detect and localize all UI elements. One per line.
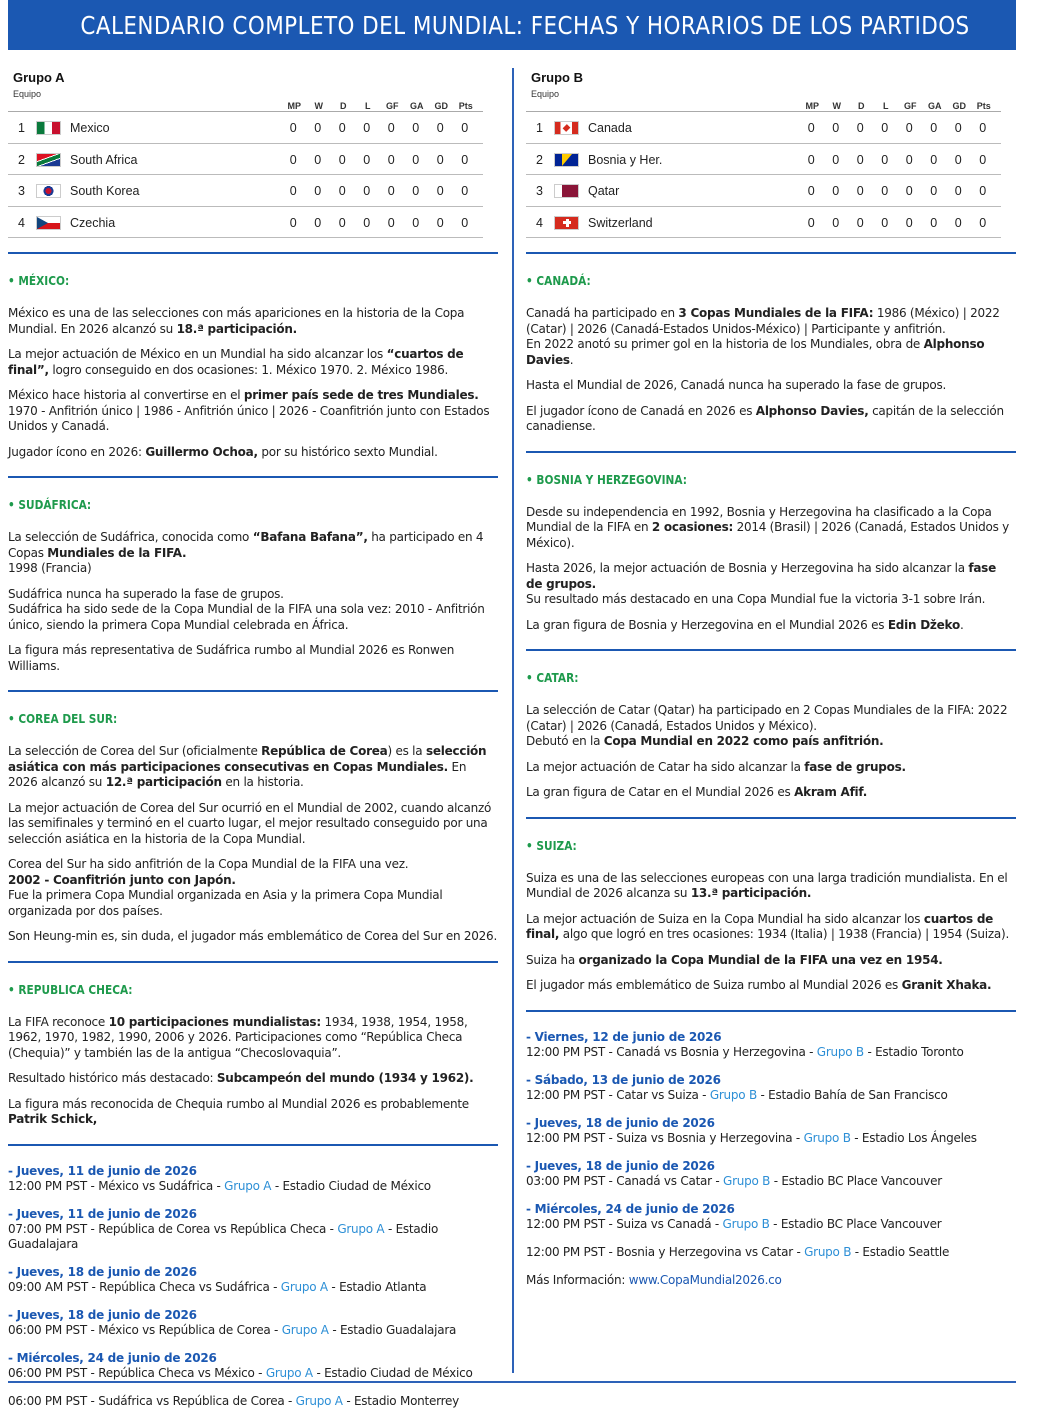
divider [526, 451, 1016, 453]
section-paragraph: La selección de Corea del Sur (oficialmente República de Corea) es la selección asiática con más participaciones consecutivas en Copas Mundiales. En 2026 alcanzó su 12.ª participación en la historia. [8, 744, 487, 789]
flag-ca-icon [554, 121, 579, 135]
team-position: 2 [536, 152, 543, 167]
stat-header: L [883, 101, 889, 111]
country-section [8, 983, 498, 1128]
match-venue: - Estadio Monterrey [342, 1393, 459, 1408]
team-position: 3 [536, 184, 543, 198]
team-name: Mexico [70, 121, 110, 135]
flag-ch-icon [554, 216, 579, 230]
section-paragraph: Suiza es una de las selecciones europeas con una larga tradición mundialista. En el Mundial de 2026 alcanza su 13.ª participación. [526, 870, 1008, 900]
section-paragraph: La figura más reconocida de Chequia rumbo al Mundial 2026 es probablemente Patrik Schick, [8, 1096, 469, 1126]
match-venue: - Estadio Guadalajara [328, 1322, 457, 1337]
team-stats [799, 216, 995, 230]
team-position: 2 [18, 152, 25, 167]
stat-value: 0 [832, 184, 840, 198]
section-paragraph: La FIFA reconoce 10 participaciones mundialistas: 1934, 1938, 1954, 1958, 1962, 1970, 1982, 1990, 2006 y 2026. Participaciones como “República Checa (Chequia)” y también las de la antigua “Checoslovaquia”. [8, 1014, 468, 1060]
match-date: - Jueves, 18 de junio de 2026 [8, 1264, 197, 1279]
stat-value: 0 [289, 184, 297, 198]
section-paragraph: Jugador ícono en 2026: Guillermo Ochoa, por su histórico sexto Mundial. [8, 444, 438, 459]
section-paragraph: Hasta el Mundial de 2026, Canadá nunca ha superado la fase de grupos. [526, 378, 947, 392]
table-row[interactable] [526, 175, 1001, 207]
stat-value: 0 [954, 152, 962, 167]
stat-value: 0 [338, 152, 346, 167]
country-section [526, 671, 1016, 801]
page-title-banner [8, 0, 1016, 50]
standings-table [526, 111, 1001, 238]
table-row[interactable] [8, 175, 483, 207]
right-schedule [526, 1030, 1016, 1288]
match-venue: - Estadio Guadalajara [8, 1221, 439, 1251]
match-item [526, 1159, 1016, 1189]
match-time-teams: 07:00 PM PST - República de Corea vs República Checa - [8, 1221, 338, 1236]
country-section [8, 274, 498, 460]
section-title: • COREA DEL SUR: [8, 712, 118, 726]
stat-value: 0 [856, 121, 864, 135]
stat-value: 0 [338, 215, 346, 230]
stat-value: 0 [881, 184, 889, 198]
match-date: - Miércoles, 24 de junio de 2026 [526, 1201, 735, 1216]
match-group-link[interactable]: Grupo A [224, 1178, 272, 1193]
stat-value: 0 [979, 152, 987, 167]
match-line [8, 1280, 498, 1295]
team-name: Bosnia y Her. [588, 152, 663, 167]
stat-header: GA [928, 101, 942, 111]
match-group-link[interactable]: Grupo A [281, 1322, 329, 1337]
divider [8, 1144, 498, 1146]
match-time-teams: 12:00 PM PST - Canadá vs Bosnia y Herzegovina - [526, 1044, 817, 1059]
group-name: Grupo A [13, 70, 65, 85]
section-paragraph: La gran figura de Catar en el Mundial 2026 es Akram Afif. [526, 785, 868, 799]
stat-value: 0 [289, 121, 297, 135]
stat-value: 0 [387, 152, 395, 167]
stat-value: 0 [412, 184, 420, 198]
divider [526, 817, 1016, 819]
match-time-teams: 12:00 PM PST - Bosnia y Herzegovina vs Catar - [526, 1244, 805, 1259]
divider [8, 690, 498, 692]
stat-header: GF [386, 101, 399, 111]
equipo-label: Equipo [531, 89, 560, 99]
stat-value: 0 [436, 184, 444, 198]
stat-value: 0 [807, 215, 815, 230]
team-stats [281, 216, 477, 230]
stat-value: 0 [930, 152, 938, 167]
stat-value: 0 [363, 184, 371, 198]
section-paragraph: La selección de Sudáfrica, conocida como “Bafana Bafana”, ha participado en 4 Copas Mundiales de la FIFA. 1998 (Francia) [8, 530, 484, 575]
divider [8, 961, 498, 963]
stat-value: 0 [461, 121, 469, 135]
match-date: - Jueves, 18 de junio de 2026 [526, 1158, 715, 1173]
match-venue: - Estadio Ciudad de México [312, 1365, 473, 1380]
section-title: • CANADÁ: [526, 274, 591, 288]
stat-header: MP [805, 101, 819, 111]
stat-value: 0 [338, 121, 346, 135]
stat-header: D [858, 101, 865, 111]
team-stats [281, 121, 477, 135]
stat-header: D [340, 101, 347, 111]
match-line [526, 1245, 1016, 1260]
table-row[interactable] [526, 112, 1001, 144]
section-paragraph: La mejor actuación de Suiza en la Copa Mundial ha sido alcanzar los cuartos de final, algo que logró en tres ocasiones: 1934 (Italia) | 1938 (Francia) | 1954 (Suiza). [526, 911, 1010, 941]
match-line [8, 1366, 498, 1381]
stat-value: 0 [387, 215, 395, 230]
table-header [8, 85, 498, 111]
more-info-label: Más Información: [526, 1272, 629, 1287]
match-line [8, 1323, 498, 1338]
team-stats [281, 153, 477, 167]
stat-value: 0 [832, 121, 840, 135]
section-paragraph: México es una de las selecciones con más apariciones en la historia de la Copa Mundial. En 2026 alcanzó su 18.ª participación. [8, 306, 465, 336]
stat-value: 0 [979, 121, 987, 135]
section-title: • MÉXICO: [8, 274, 70, 288]
team-position: 4 [536, 215, 543, 230]
country-section [526, 473, 1016, 634]
section-paragraph: Corea del Sur ha sido anfitrión de la Copa Mundial de la FIFA una vez. 2002 - Coanfitrión junto con Japón. Fue la primera Copa Mundial organizada en Asia y la primera Copa Mundial organizada por dos países. [8, 857, 443, 918]
country-section [526, 839, 1016, 994]
group-b-table [526, 70, 1016, 238]
stat-value: 0 [289, 152, 297, 167]
match-time-teams: 09:00 AM PST - República Checa vs Sudáfrica - [8, 1279, 281, 1294]
match-date: - Jueves, 18 de junio de 2026 [8, 1307, 197, 1322]
table-row[interactable] [8, 112, 483, 144]
match-line [526, 1174, 1016, 1189]
table-header [526, 85, 1016, 111]
section-paragraph: Suiza ha organizado la Copa Mundial de la FIFA una vez en 1954. [526, 952, 943, 967]
match-item [526, 1202, 1016, 1232]
team-position: 1 [18, 121, 25, 135]
stat-value: 0 [412, 152, 420, 167]
stat-value: 0 [363, 215, 371, 230]
divider [8, 476, 498, 478]
stat-header: GD [434, 101, 448, 111]
stat-value: 0 [881, 215, 889, 230]
right-sections [526, 274, 1016, 1012]
stat-value: 0 [436, 215, 444, 230]
stat-value: 0 [954, 215, 962, 230]
stat-value: 0 [289, 215, 297, 230]
stat-value: 0 [436, 121, 444, 135]
stat-value: 0 [905, 215, 913, 230]
stat-value: 0 [436, 152, 444, 167]
stat-value: 0 [387, 121, 395, 135]
stat-value: 0 [314, 215, 322, 230]
match-item [526, 1116, 1016, 1146]
match-line [8, 1222, 498, 1252]
section-paragraph: Sudáfrica nunca ha superado la fase de grupos. Sudáfrica ha sido sede de la Copa Mundial de la FIFA una sola vez: 2010 - Anfitrión único, siendo la primera Copa Mundial celebrada en África. [8, 586, 485, 632]
section-title: • CATAR: [526, 671, 579, 685]
team-stats [281, 184, 477, 198]
match-item [526, 1245, 1016, 1260]
section-paragraph: Canadá ha participado en 3 Copas Mundiales de la FIFA: 1986 (México) | 2022 (Catar) | 2026 (Canadá-Estados Unidos-México) | Participante y anfitrión. En 2022 anotó su primer gol en la historia de los Mundiales, obra de Alphonso Davies. [526, 306, 1000, 367]
section-paragraph: La mejor actuación de México en un Mundial ha sido alcanzar los “cuartos de final”, logro conseguido en dos ocasiones: 1. México 1970. 2. México 1986. [8, 347, 464, 377]
stat-value: 0 [461, 215, 469, 230]
match-item [8, 1351, 498, 1381]
section-paragraph: El jugador más emblemático de Suiza rumbo al Mundial 2026 es Granit Xhaka. [526, 978, 992, 992]
left-sections [8, 274, 498, 1146]
section-paragraph: La mejor actuación de Corea del Sur ocurrió en el Mundial de 2002, cuando alcanzó las semifinales y terminó en el cuarto lugar, el mejor resultado conseguido por una selección asiática en la historia de la Copa Mundial. [8, 800, 492, 846]
stat-header: W [314, 101, 323, 111]
match-time-teams: 03:00 PM PST - Canadá vs Catar - [526, 1173, 724, 1188]
section-paragraph: Son Heung-min es, sin duda, el jugador más emblemático de Corea del Sur en 2026. [8, 929, 498, 943]
divider [526, 649, 1016, 651]
team-stats [799, 121, 995, 135]
section-paragraph: La figura más representativa de Sudáfrica rumbo al Mundial 2026 es Ronwen Williams. [8, 643, 455, 673]
match-date: - Jueves, 11 de junio de 2026 [8, 1206, 197, 1221]
team-name: South Korea [70, 184, 140, 198]
column-divider [512, 68, 514, 1373]
team-position: 4 [18, 215, 25, 230]
stat-headers [282, 101, 478, 111]
section-title: • REPUBLICA CHECA: [8, 982, 133, 997]
match-time-teams: 06:00 PM PST - Sudáfrica vs República de Corea - [8, 1393, 296, 1408]
stat-value: 0 [807, 152, 815, 167]
section-paragraph: Resultado histórico más destacado: Subcampeón del mundo (1934 y 1962). [8, 1071, 474, 1085]
stat-value: 0 [930, 215, 938, 230]
match-time-teams: 06:00 PM PST - México vs República de Corea - [8, 1322, 282, 1337]
stat-value: 0 [881, 121, 889, 135]
flag-za-icon [36, 153, 61, 167]
divider [526, 252, 1016, 254]
divider [8, 252, 498, 254]
team-position: 3 [18, 184, 25, 198]
match-line [8, 1179, 498, 1194]
match-venue: - Estadio Bahía de San Francisco [756, 1087, 948, 1102]
match-item [8, 1164, 498, 1194]
stat-value: 0 [363, 152, 371, 167]
match-time-teams: 06:00 PM PST - República Checa vs México - [8, 1365, 266, 1380]
match-group-link[interactable]: Grupo A [280, 1279, 328, 1294]
team-stats [799, 184, 995, 198]
match-date: - Sábado, 13 de junio de 2026 [526, 1072, 721, 1087]
match-venue: - Estadio BC Place Vancouver [769, 1216, 942, 1231]
stat-value: 0 [832, 215, 840, 230]
stat-header: W [832, 101, 841, 111]
page-title: CALENDARIO COMPLETO DEL MUNDIAL: FECHAS Y HORARIOS DE LOS PARTIDOS [80, 11, 970, 40]
left-schedule [8, 1164, 498, 1409]
match-group-link[interactable]: Grupo A [295, 1393, 343, 1408]
match-time-teams: 12:00 PM PST - México vs Sudáfrica - [8, 1178, 225, 1193]
stat-value: 0 [905, 184, 913, 198]
stat-header: GA [410, 101, 424, 111]
stat-value: 0 [412, 215, 420, 230]
match-line [526, 1045, 1016, 1060]
stat-value: 0 [856, 184, 864, 198]
standings-table [8, 111, 483, 238]
section-title: • BOSNIA Y HERZEGOVINA: [526, 472, 687, 487]
match-item [8, 1394, 498, 1409]
more-info-link[interactable]: www.CopaMundial2026.co [628, 1272, 782, 1287]
match-group-link[interactable]: Grupo B [722, 1216, 770, 1231]
stat-value: 0 [979, 184, 987, 198]
right-column [526, 58, 1016, 1288]
flag-ba-icon [554, 153, 579, 167]
flag-kr-icon [36, 184, 61, 198]
more-info [526, 1273, 1016, 1288]
stat-value: 0 [314, 121, 322, 135]
team-position: 1 [536, 121, 543, 135]
stat-value: 0 [461, 152, 469, 167]
match-item [8, 1207, 498, 1252]
match-venue: - Estadio Los Ángeles [850, 1130, 977, 1145]
match-date: - Miércoles, 24 de junio de 2026 [8, 1350, 217, 1365]
match-group-link[interactable]: Grupo A [265, 1365, 313, 1380]
section-title: • SUIZA: [526, 838, 577, 853]
country-section [8, 498, 498, 674]
team-name: Switzerland [588, 215, 653, 230]
stat-value: 0 [461, 184, 469, 198]
group-a-table [8, 70, 498, 238]
stat-value: 0 [954, 184, 962, 198]
country-section [8, 712, 498, 945]
match-line [526, 1217, 1016, 1232]
stat-value: 0 [314, 152, 322, 167]
divider [526, 1010, 1016, 1012]
match-date: - Viernes, 12 de junio de 2026 [526, 1029, 722, 1044]
stat-header: MP [287, 101, 301, 111]
table-row[interactable] [8, 207, 483, 239]
match-line [8, 1394, 498, 1409]
equipo-label: Equipo [13, 89, 42, 99]
section-paragraph: México hace historia al convertirse en el primer país sede de tres Mundiales. 1970 - Anfitrión único | 1986 - Anfitrión único | 2026 - Coanfitrión junto con Estados Unidos y Canadá. [8, 388, 490, 433]
stat-value: 0 [930, 121, 938, 135]
left-column [8, 58, 498, 1422]
match-item [8, 1265, 498, 1295]
match-group-link[interactable]: Grupo A [337, 1221, 385, 1236]
stat-value: 0 [856, 215, 864, 230]
match-time-teams: 12:00 PM PST - Suiza vs Canadá - [526, 1216, 723, 1231]
table-row[interactable] [526, 144, 1001, 176]
stat-value: 0 [314, 184, 322, 198]
bottom-divider [8, 1381, 1016, 1383]
stat-headers [800, 101, 996, 111]
match-line [526, 1131, 1016, 1146]
stat-value: 0 [856, 152, 864, 167]
stat-value: 0 [881, 152, 889, 167]
stat-value: 0 [807, 121, 815, 135]
stat-value: 0 [412, 121, 420, 135]
section-paragraph: La mejor actuación de Catar ha sido alcanzar la fase de grupos. [526, 759, 906, 774]
match-date: - Jueves, 18 de junio de 2026 [526, 1115, 715, 1130]
match-group-link[interactable]: Grupo B [709, 1087, 757, 1102]
match-item [8, 1308, 498, 1338]
match-group-link[interactable]: Grupo B [723, 1173, 771, 1188]
stat-value: 0 [930, 184, 938, 198]
match-group-link[interactable]: Grupo B [804, 1244, 852, 1259]
match-venue: - Estadio Ciudad de México [271, 1178, 431, 1193]
stat-header: GF [904, 101, 917, 111]
country-section [526, 274, 1016, 435]
stat-value: 0 [979, 215, 987, 230]
stat-value: 0 [905, 121, 913, 135]
stat-value: 0 [387, 184, 395, 198]
stat-header: Pts [458, 101, 473, 111]
stat-header: Pts [976, 101, 991, 111]
team-name: Qatar [588, 184, 620, 198]
match-line [526, 1088, 1016, 1103]
table-row[interactable] [526, 207, 1001, 239]
match-item [526, 1073, 1016, 1103]
section-paragraph: El jugador ícono de Canadá en 2026 es Alphonso Davies, capitán de la selección canadiense. [526, 403, 1004, 433]
match-venue: - Estadio Seattle [851, 1244, 950, 1259]
flag-qa-icon [554, 184, 579, 198]
match-group-link[interactable]: Grupo B [803, 1130, 851, 1145]
match-venue: - Estadio Atlanta [327, 1279, 427, 1294]
stat-value: 0 [954, 121, 962, 135]
section-paragraph: Hasta 2026, la mejor actuación de Bosnia y Herzegovina ha sido alcanzar la fase de grupos. Su resultado más destacado en una Copa Mundial fue la victoria 3-1 sobre Irán. [526, 561, 996, 606]
flag-cz-icon [36, 216, 61, 230]
team-name: Canada [588, 121, 632, 135]
match-group-link[interactable]: Grupo B [816, 1044, 864, 1059]
section-paragraph: La selección de Catar (Qatar) ha participado en 2 Copas Mundiales de la FIFA: 2022 (Catar) | 2026 (Canadá, Estados Unidos y México). Debutó en la Copa Mundial en 2022 como país anfitrión. [526, 703, 1008, 748]
group-name: Grupo B [531, 70, 583, 85]
stat-value: 0 [905, 152, 913, 167]
match-time-teams: 12:00 PM PST - Suiza vs Bosnia y Herzegovina - [526, 1130, 804, 1145]
stat-value: 0 [338, 184, 346, 198]
team-stats [799, 153, 995, 167]
stat-header: L [365, 101, 371, 111]
match-date: - Jueves, 11 de junio de 2026 [8, 1163, 197, 1178]
stat-value: 0 [807, 184, 815, 198]
match-venue: - Estadio BC Place Vancouver [770, 1173, 942, 1188]
section-paragraph: Desde su independencia en 1992, Bosnia y Herzegovina ha clasificado a la Copa Mundial de la FIFA en 2 ocasiones: 2014 (Brasil) | 2026 (Canadá, Estados Unidos y México). [526, 504, 1010, 550]
table-row[interactable] [8, 144, 483, 176]
stat-value: 0 [832, 152, 840, 167]
stat-header: GD [952, 101, 966, 111]
match-venue: - Estadio Toronto [863, 1044, 964, 1059]
match-time-teams: 12:00 PM PST - Catar vs Suiza - [526, 1087, 710, 1102]
stat-value: 0 [363, 121, 371, 135]
section-title: • SUDÁFRICA: [8, 498, 92, 512]
team-name: Czechia [70, 215, 116, 230]
match-item [526, 1030, 1016, 1060]
flag-mx-icon [36, 121, 61, 135]
team-name: South Africa [70, 152, 138, 167]
section-paragraph: La gran figura de Bosnia y Herzegovina en el Mundial 2026 es Edin Džeko. [526, 617, 964, 632]
